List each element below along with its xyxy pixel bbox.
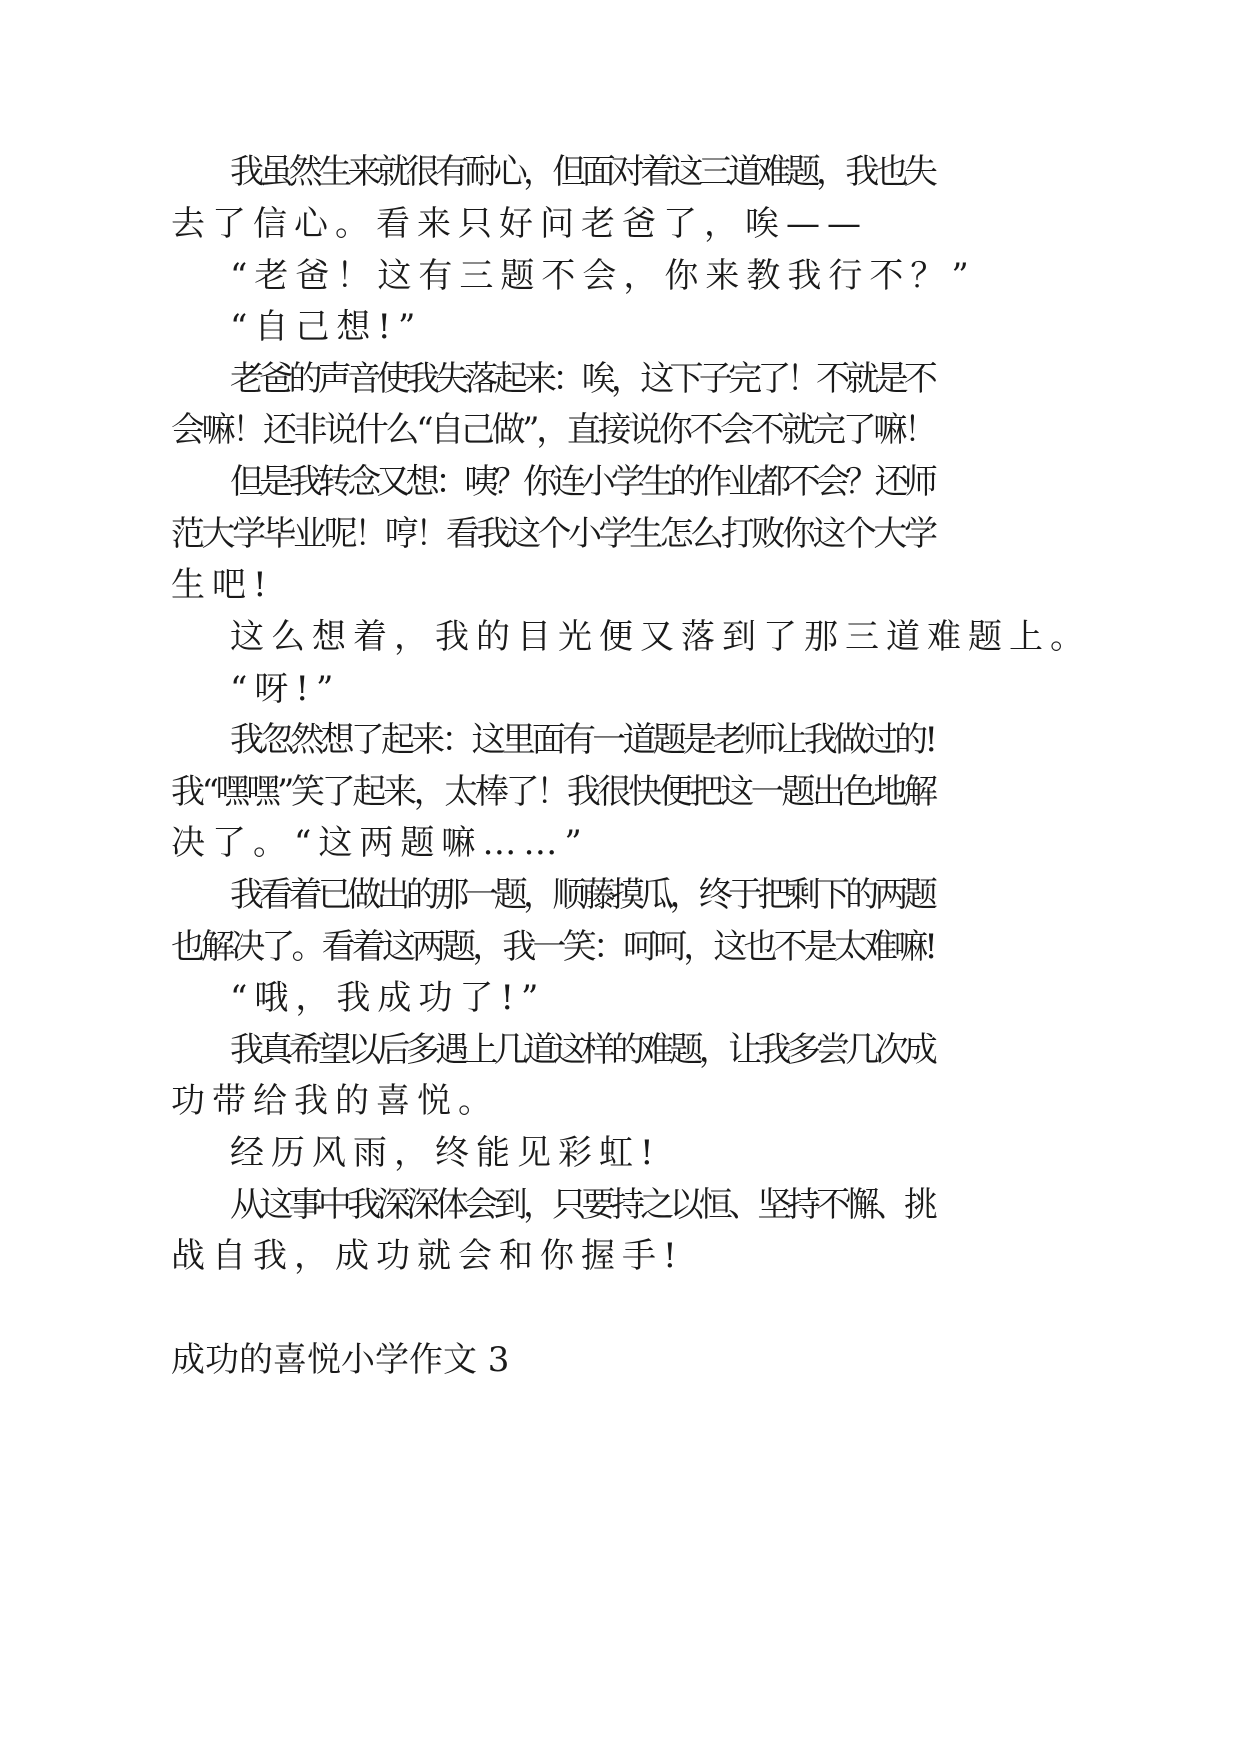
essay-line: 也解决了。看着这两题，我一笑：呵呵，这也不是太难嘛! [171,927,935,967]
essay-line: “老爸！这有三题不会，你来教我行不？” [230,256,976,296]
essay-line: 决了。“这两题嘛……” [171,823,589,863]
essay-line: 功带给我的喜悦。 [171,1081,499,1121]
essay-line: “呀!” [230,669,341,709]
essay-line: 我看着已做出的那一题，顺藤摸瓜，终于把剩下的两题 [230,875,934,915]
essay-line: 战自我，成功就会和你握手! [171,1236,684,1276]
section-heading: 成功的喜悦小学作文 3 [171,1340,510,1380]
essay-line: 生吧! [171,565,274,605]
essay-line: 经历风雨，终能见彩虹! [230,1133,661,1173]
essay-line: 这么想着，我的目光便又落到了那三道难题上。 [230,617,1091,657]
essay-line: 从这事中我深深体会到，只要持之以恒、坚持不懈、挑 [230,1185,934,1225]
essay-line: 范大学毕业呢！哼！看我这个小学生怎么打败你这个大学 [171,514,935,554]
essay-line: 去了信心。看来只好问老爸了，唉—— [171,204,868,244]
essay-line: 我真希望以后多遇上几道这样的难题，让我多尝几次成 [230,1030,934,1070]
essay-line: 我虽然生来就很有耐心，但面对着这三道难题，我也失 [230,152,934,192]
essay-line: 我“嘿嘿”笑了起来，太棒了！我很快便把这一题出色地解 [171,772,935,812]
essay-line: “自己想!” [230,307,423,347]
essay-line: 会嘛！还非说什么“自己做”，直接说你不会不就完了嘛！ [171,410,935,450]
essay-line: 老爸的声音使我失落起来：唉，这下子完了！不就是不 [230,359,934,399]
essay-line: 但是我转念又想：咦？你连小学生的作业都不会？还师 [230,462,934,502]
essay-line: 我忽然想了起来：这里面有一道题是老师让我做过的! [230,720,935,760]
essay-line: “哦，我成功了!” [230,978,546,1018]
